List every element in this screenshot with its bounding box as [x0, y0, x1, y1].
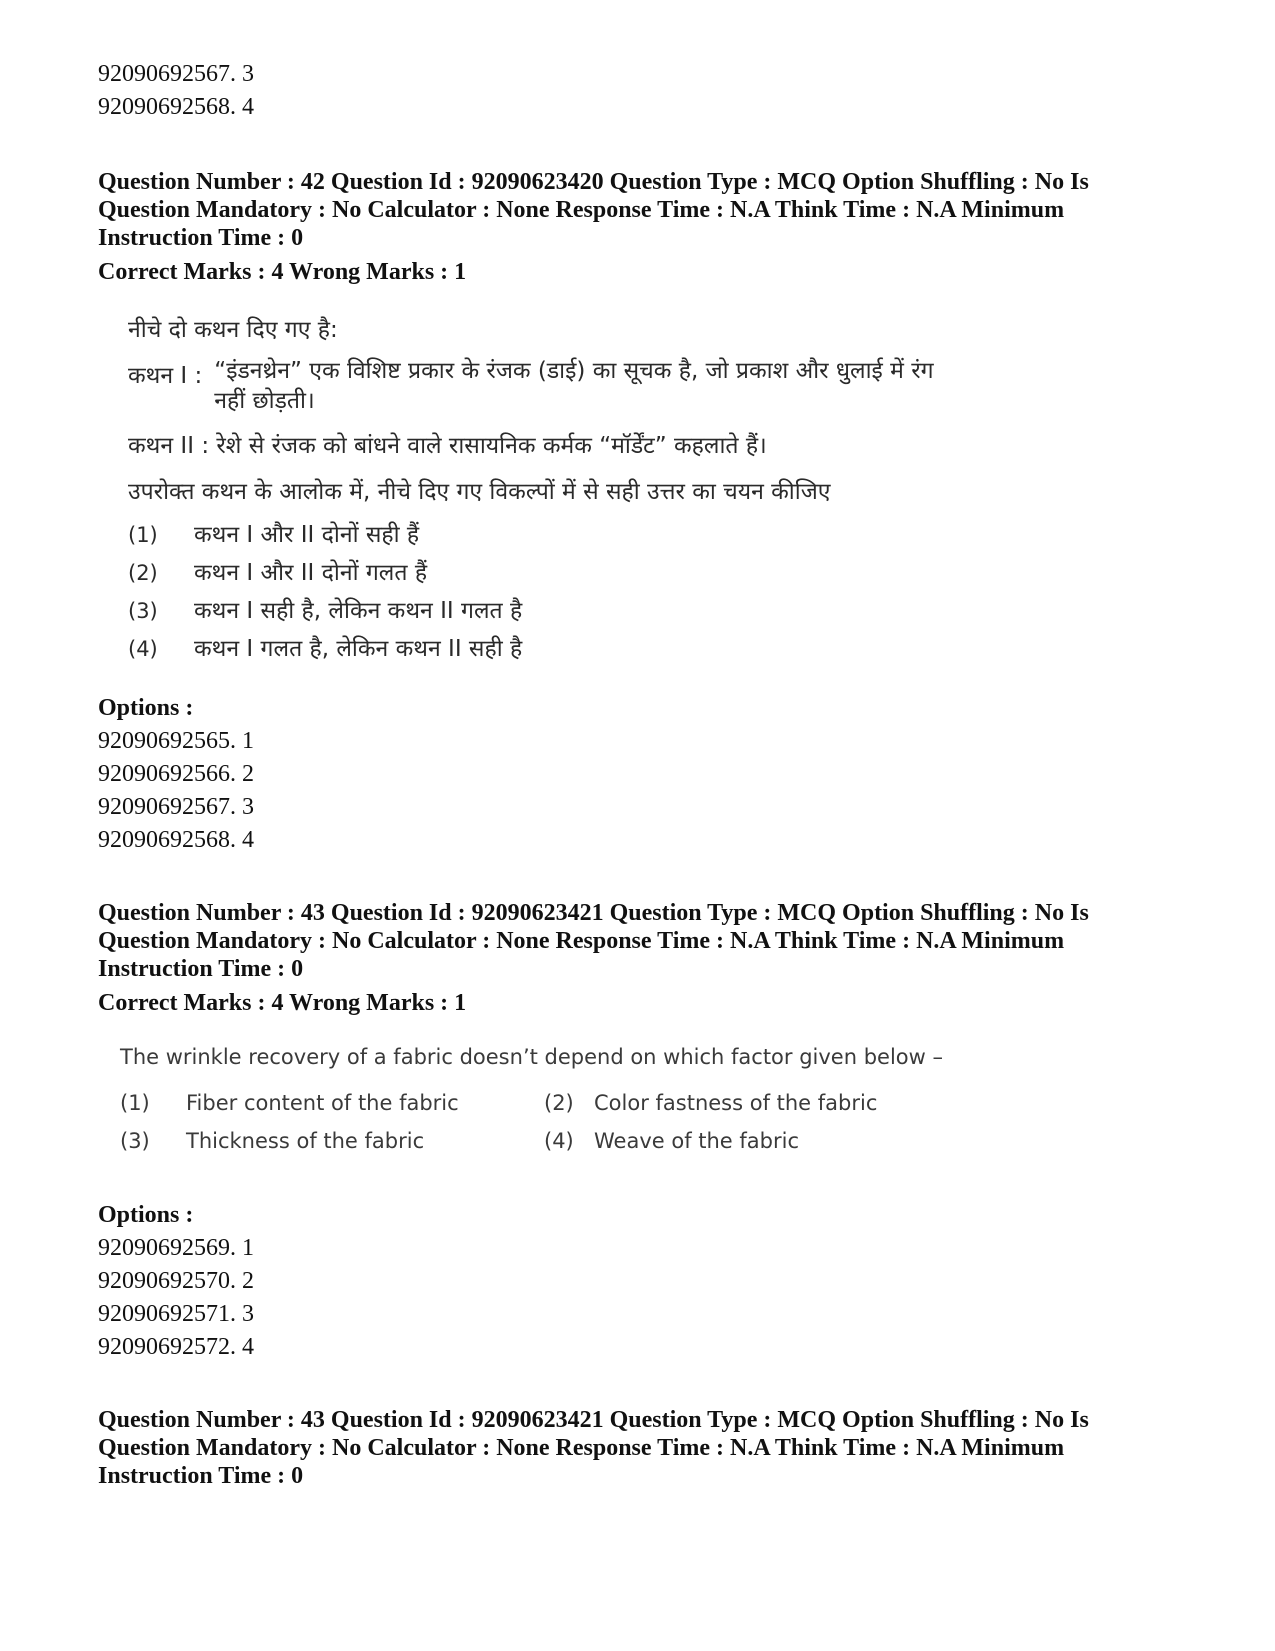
- question-content: [128, 310, 1188, 668]
- options-title: Options :: [98, 695, 194, 721]
- choice-text: कथन I और II दोनों सही हैं: [194, 522, 420, 548]
- choice-grid: [120, 1091, 1188, 1153]
- option-line: 92090692567. 3: [98, 61, 254, 87]
- question-text: The wrinkle recovery of a fabric doesn’t depend on which factor given below –: [120, 1045, 943, 1069]
- choice-number: (3): [120, 1129, 150, 1153]
- choice-text: Thickness of the fabric: [186, 1129, 425, 1153]
- option-line: 92090692568. 4: [98, 94, 254, 120]
- choice-text: कथन I गलत है, लेकिन कथन II सही है: [194, 636, 523, 662]
- options-list: [98, 725, 1188, 857]
- meta-line: Question Mandatory : No Calculator : None Response Time : N.A Think Time : N.A Minimum: [98, 197, 1065, 223]
- meta-line: Instruction Time : 0: [98, 225, 304, 251]
- choice-text: कथन I सही है, लेकिन कथन II गलत है: [194, 598, 523, 624]
- choice-number: (4): [544, 1129, 574, 1153]
- meta-line: Question Number : 42 Question Id : 92090623420 Question Type : MCQ Option Shuffling : No Is: [98, 169, 1089, 195]
- statement-1-text: [214, 356, 933, 416]
- meta-line: Question Mandatory : No Calculator : None Response Time : N.A Think Time : N.A Minimum: [98, 928, 1065, 954]
- choice-number: (1): [128, 523, 158, 547]
- choice-number: (2): [544, 1091, 574, 1115]
- choice-item: [128, 516, 1188, 554]
- statement-1-line-b: नहीं छोड़ती।: [214, 388, 315, 414]
- question-43: [98, 899, 1188, 1364]
- question-meta: [98, 1406, 1188, 1490]
- option-line: 92090692568. 4: [98, 827, 254, 853]
- instruction-text: उपरोक्त कथन के आलोक में, नीचे दिए गए विकल्पों में से सही उत्तर का चयन कीजिए: [128, 479, 831, 505]
- question-42: [98, 168, 1188, 857]
- choice-item: [128, 592, 1188, 630]
- choice-number: (1): [120, 1091, 150, 1115]
- meta-line: Question Mandatory : No Calculator : None Response Time : N.A Think Time : N.A Minimum: [98, 1435, 1065, 1461]
- options-section: [98, 692, 1188, 857]
- question-meta: [98, 899, 1188, 983]
- marks-line: Correct Marks : 4 Wrong Marks : 1: [98, 990, 467, 1016]
- options-list: [98, 1232, 1188, 1364]
- statement-1-line-a: “इंडनथ्रेन” एक विशिष्ट प्रकार के रंजक (डाई) का सूचक है, जो प्रकाश और धुलाई में रंग: [214, 358, 934, 384]
- choice-number: (2): [128, 561, 158, 585]
- choice-text: कथन I और II दोनों गलत हैं: [194, 560, 428, 586]
- question-meta: [98, 168, 1188, 252]
- choice-item: [128, 630, 1188, 668]
- choice-number: (4): [128, 637, 158, 661]
- meta-line: Question Number : 43 Question Id : 92090623421 Question Type : MCQ Option Shuffling : No Is: [98, 900, 1089, 926]
- options-section: [98, 1199, 1188, 1364]
- choice-text: Weave of the fabric: [594, 1129, 800, 1153]
- statement-2: कथन II : रेशे से रंजक को बांधने वाले रासायनिक कर्मक “मॉर्डेंट” कहलाते हैं।: [128, 433, 767, 459]
- statement-1-label: कथन I :: [128, 363, 203, 389]
- prev-options-list: [98, 58, 1188, 124]
- choice-text: Color fastness of the fabric: [594, 1091, 878, 1115]
- question-43-repeat: [98, 1406, 1188, 1490]
- meta-line: Question Number : 43 Question Id : 92090623421 Question Type : MCQ Option Shuffling : No Is: [98, 1407, 1089, 1433]
- option-line: 92090692570. 2: [98, 1268, 254, 1294]
- option-line: 92090692569. 1: [98, 1235, 254, 1261]
- option-line: 92090692565. 1: [98, 728, 254, 754]
- question-content: [120, 1045, 1188, 1153]
- option-line: 92090692572. 4: [98, 1334, 254, 1360]
- option-line: 92090692567. 3: [98, 794, 254, 820]
- marks-line: Correct Marks : 4 Wrong Marks : 1: [98, 259, 467, 285]
- options-title: Options :: [98, 1202, 194, 1228]
- option-line: 92090692566. 2: [98, 761, 254, 787]
- meta-line: Instruction Time : 0: [98, 956, 304, 982]
- choice-number: (3): [128, 599, 158, 623]
- meta-line: Instruction Time : 0: [98, 1463, 304, 1489]
- intro-text: नीचे दो कथन दिए गए है:: [128, 317, 338, 343]
- option-line: 92090692571. 3: [98, 1301, 254, 1327]
- choice-list: [128, 516, 1188, 668]
- document-page: [98, 58, 1188, 1490]
- choice-text: Fiber content of the fabric: [186, 1091, 459, 1115]
- statement-1: [128, 356, 1188, 416]
- choice-item: [128, 554, 1188, 592]
